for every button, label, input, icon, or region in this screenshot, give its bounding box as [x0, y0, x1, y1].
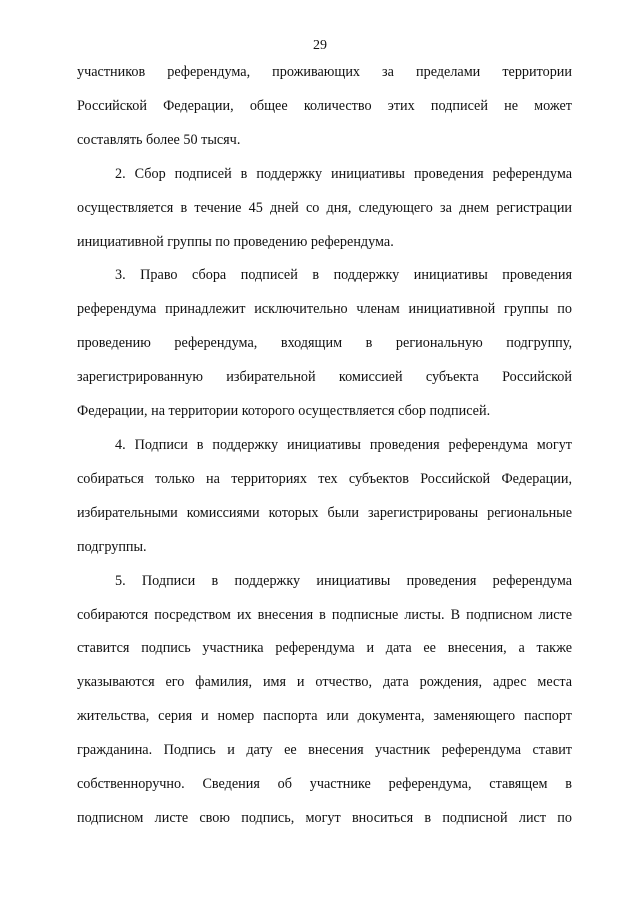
- text-line: зарегистрированную избирательной комиссией субъекта Российской: [77, 369, 572, 386]
- text-line: гражданина. Подпись и дату ее внесения участник референдума ставит: [77, 742, 572, 759]
- paragraph-continuation: [77, 56, 572, 158]
- text-line: избирательными комиссиями которых были зарегистрированы региональные: [77, 504, 572, 521]
- paragraph-2: [77, 158, 572, 260]
- text-line: подгруппы.: [77, 538, 147, 555]
- text-line: собственноручно. Сведения об участнике референдума, ставящем в: [77, 776, 572, 793]
- text-line: 5. Подписи в поддержку инициативы проведения референдума: [115, 572, 572, 589]
- text-line: осуществляется в течение 45 дней со дня, следующего за днем регистрации: [77, 199, 572, 216]
- text-line: ставится подпись участника референдума и дата ее внесения, а также: [77, 640, 572, 657]
- text-line: 4. Подписи в поддержку инициативы проведения референдума могут: [115, 436, 572, 453]
- page-number: 29: [313, 38, 327, 53]
- paragraph-5: [77, 565, 572, 836]
- text-line: Российской Федерации, общее количество этих подписей не может: [77, 97, 572, 114]
- paragraph-3: [77, 259, 572, 429]
- text-line: подписном листе свою подпись, могут вноситься в подписной лист по: [77, 809, 572, 826]
- text-line: Федерации, на территории которого осуществляется сбор подписей.: [77, 403, 491, 420]
- text-line: проведению референдума, входящим в региональную подгруппу,: [77, 335, 572, 352]
- text-line: 3. Право сбора подписей в поддержку инициативы проведения: [115, 267, 572, 284]
- text-line: собираться только на территориях тех субъектов Российской Федерации,: [77, 470, 572, 487]
- text-line: 2. Сбор подписей в поддержку инициативы проведения референдума: [115, 165, 572, 182]
- text-line: указываются его фамилия, имя и отчество, дата рождения, адрес места: [77, 674, 572, 691]
- text-line: участников референдума, проживающих за пределами территории: [77, 64, 572, 80]
- paragraph-4: [77, 429, 572, 565]
- text-line: составлять более 50 тысяч.: [77, 131, 241, 148]
- text-line: референдума принадлежит исключительно членам инициативной группы по: [77, 301, 572, 318]
- text-line: инициативной группы по проведению референдума.: [77, 233, 394, 250]
- text-line: собираются посредством их внесения в подписные листы. В подписном листе: [77, 606, 572, 623]
- text-line: жительства, серия и номер паспорта или документа, заменяющего паспорт: [77, 708, 572, 725]
- document-body: [77, 56, 572, 836]
